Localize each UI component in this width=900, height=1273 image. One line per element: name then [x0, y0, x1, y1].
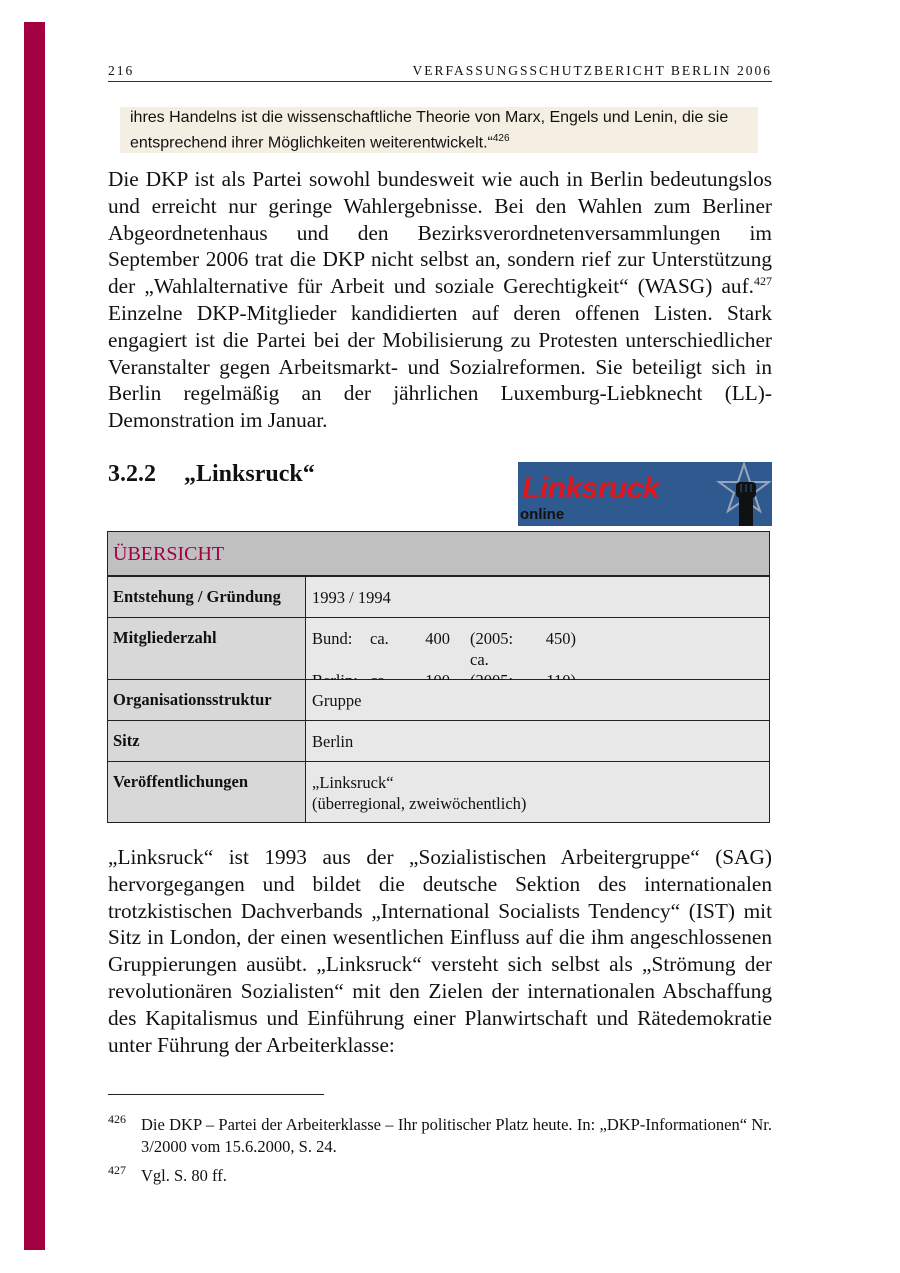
- page-header: [108, 61, 772, 82]
- members-bund-ca: ca.: [370, 629, 389, 648]
- page-number: 216: [108, 63, 135, 78]
- overview-heading-row: [108, 532, 769, 576]
- logo-subtext: online: [520, 506, 565, 523]
- label-seat: Sitz: [108, 721, 306, 761]
- table-row-publications: [108, 761, 769, 822]
- members-bund-prev-ca: (2005: ca.: [470, 629, 514, 669]
- linksruck-logo: [518, 462, 772, 526]
- value-founding: 1993 / 1994: [306, 577, 769, 617]
- footnote-separator: [108, 1094, 324, 1095]
- table-row-structure: [108, 679, 769, 720]
- overview-heading: ÜBERSICHT: [113, 543, 225, 565]
- footnote-426: [108, 1114, 772, 1158]
- overview-table: [107, 531, 770, 823]
- members-bund-place: Bund:: [312, 629, 353, 648]
- members-bund-count: 400: [425, 629, 450, 648]
- running-title: VERFASSUNGSSCHUTZBERICHT BERLIN 2006: [412, 63, 772, 78]
- footnote-ref-427[interactable]: 427: [754, 274, 772, 289]
- paragraph-dkp-part2: Einzelne DKP-Mitglieder kandidierten auf deren offenen Listen. Stark engagiert ist die Partei bei der Mobilisierung zu Protesten unterschiedlicher Veranstalter gegen Arbeitsmarkt- und Sozialreformen. Sie beteiligt sich in Berlin regelmäßig an der jährlichen Luxemburg-Liebknecht (LL)-Demonstration im Januar.: [108, 300, 772, 433]
- section-title: „Linksruck“: [184, 461, 315, 487]
- label-publications: Veröffentlichungen: [108, 762, 306, 822]
- value-seat: Berlin: [306, 721, 769, 761]
- footnote-ref-426[interactable]: 426: [492, 133, 510, 144]
- table-row-seat: [108, 720, 769, 761]
- star-fist-icon: [714, 462, 772, 526]
- publication-title: „Linksruck“: [312, 773, 394, 792]
- page-margin-bar: [24, 22, 45, 1250]
- label-members: Mitgliederzahl: [108, 618, 306, 679]
- footnote-number: 427: [108, 1163, 126, 1177]
- section-heading: [108, 461, 315, 488]
- paragraph-dkp: [108, 166, 772, 434]
- label-structure: Organisationsstruktur: [108, 680, 306, 720]
- paragraph-linksruck: „Linksruck“ ist 1993 aus der „Sozialistischen Arbeitergruppe“ (SAG) hervorgegangen und bildet die deutsche Sektion des internationalen trotzkistischen Dachverbands „International Socialists Tendency“ (IST) mit Sitz in London, der einen wesentlichen Einfluss auf die ihm angeschlossenen Gruppierungen ausübt. „Linksruck“ versteht sich selbst als „Strömung der revolutionären Sozialisten“ mit den Zielen der internationalen Abschaffung des Kapitalismus und Einführung einer Planwirtschaft und Rätedemokratie unter Führung der Arbeiterklasse:: [108, 845, 772, 1057]
- value-members: [306, 618, 769, 679]
- table-row-founding: [108, 576, 769, 617]
- footnote-text: Die DKP – Partei der Arbeiterklasse – Ihr politischer Platz heute. In: „DKP-Informationen“ Nr. 3/2000 vom 15.6.2000, S. 24.: [141, 1115, 772, 1156]
- table-row-members: [108, 617, 769, 679]
- paragraph-dkp-part1: Die DKP ist als Partei sowohl bundesweit wie auch in Berlin bedeutungslos und erreicht nur geringe Wahlergebnisse. Bei den Wahlen zum Berliner Abgeordnetenhaus und den Bezirksverordnetenversammlungen im September 2006 trat die DKP nicht selbst an, sondern rief zur Unterstützung der „Wahlalternative für Arbeit und soziale Gerechtigkeit“ (WASG) auf.: [108, 167, 772, 299]
- label-founding: Entstehung / Gründung: [108, 577, 306, 617]
- members-bund-prev-count: 450): [545, 629, 576, 648]
- members-bund: [312, 628, 769, 670]
- value-structure: Gruppe: [306, 680, 769, 720]
- footnote-427: [108, 1165, 772, 1187]
- footnote-number: 426: [108, 1112, 126, 1126]
- footnote-text: Vgl. S. 80 ff.: [141, 1166, 227, 1185]
- publication-frequency: (überregional, zweiwöchentlich): [312, 794, 527, 813]
- section-number: 3.2.2: [108, 461, 156, 487]
- quote-box: [120, 107, 758, 153]
- logo-text: Linksruck: [522, 472, 660, 505]
- quote-text: ihres Handelns ist die wissenschaftliche Theorie von Marx, Engels und Lenin, die sie entsprechend ihrer Möglichkeiten weiterentwickelt.“: [130, 109, 729, 152]
- value-publications: [306, 762, 769, 822]
